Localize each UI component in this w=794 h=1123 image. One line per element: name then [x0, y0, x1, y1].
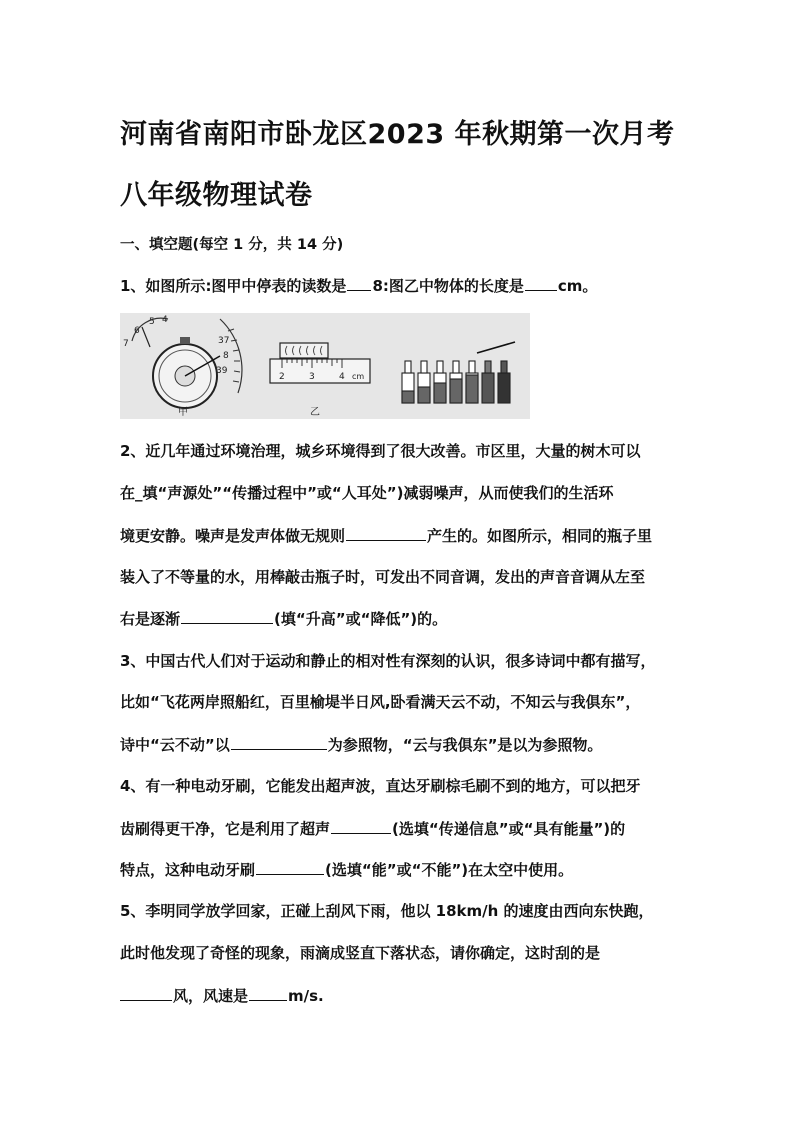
q5-blank-1 — [120, 985, 172, 1001]
q3-blank-1 — [231, 734, 327, 750]
q1-text-a: 1、如图所示:图甲中停表的读数是 — [120, 277, 347, 295]
stopwatch-icon — [123, 315, 242, 408]
q2-blank-1 — [346, 525, 426, 541]
question-2-line-3 — [120, 525, 680, 546]
q4-blank-2 — [256, 859, 324, 875]
q2-text-d: (填“升高”或“降低”)的。 — [274, 610, 448, 628]
q4-text-b: (选填“传递信息”或“具有能量”)的 — [392, 820, 626, 838]
question-4-line-2 — [120, 818, 680, 839]
ruler-number: 4 — [339, 372, 345, 382]
exam-title-line2: 八年级物理试卷 — [120, 180, 313, 211]
ruler-number: 2 — [279, 372, 285, 382]
scale-number: 39 — [216, 366, 228, 376]
question-2-line-1: 2、近几年通过环境治理，城乡环境得到了很大改善。市区里，大量的树木可以 — [120, 442, 641, 460]
q1-text-b: 8:图乙中物体的长度是 — [372, 277, 524, 295]
q4-blank-1 — [331, 818, 391, 834]
question-2-line-2: 在_填“声源处”“传播过程中”或“人耳处”)减弱噪声，从而使我们的生活环 — [120, 484, 614, 502]
q4-text-a: 齿刷得更干净，它是利用了超声 — [120, 820, 331, 838]
q2-blank-2 — [181, 608, 273, 624]
q3-text-a: 诗中“云不动”以 — [120, 736, 230, 754]
q2-text-a: 境更安静。噪声是发声体做无规则 — [120, 527, 346, 545]
question-4-line-1: 4、有一种电动牙刷，它能发出超声波，直达牙刷棕毛刷不到的地方，可以把牙 — [120, 777, 641, 795]
dial-number: 6 — [134, 326, 140, 336]
question-4-line-3 — [120, 859, 680, 880]
bottles-icon — [402, 342, 515, 403]
exam-title-line1: 河南省南阳市卧龙区2023 年秋期第一次月考 — [120, 119, 675, 150]
scale-number: 37 — [218, 336, 230, 346]
question-5-line-1: 5、李明同学放学回家，正碰上刮风下雨，他以 18km/h 的速度由西向东快跑， — [120, 902, 654, 920]
q4-text-c: 特点，这种电动牙刷 — [120, 861, 256, 879]
dial-number: 4 — [162, 315, 168, 325]
figure-label-jia: 甲 — [178, 407, 188, 418]
question-5-line-3 — [120, 985, 680, 1006]
question-2-line-4: 装入了不等量的水，用棒敲击瓶子时，可发出不同音调，发出的声音音调从左至 — [120, 568, 646, 586]
figure-label-yi: 乙 — [310, 407, 320, 418]
scale-number: 8 — [223, 351, 229, 361]
question-5-line-2: 此时他发现了奇怪的现象，雨滴成竖直下落状态，请你确定，这时刮的是 — [120, 944, 601, 962]
q1-blank-2 — [525, 275, 557, 291]
question-3-line-2: 比如“飞花两岸照船红，百里榆堤半日风,卧看满天云不动，不知云与我俱东”， — [120, 693, 641, 711]
q1-text-c: cm。 — [557, 277, 598, 295]
dial-number: 7 — [123, 339, 129, 349]
question-figure — [120, 313, 530, 419]
figure-illustration — [120, 313, 530, 419]
q1-blank-1 — [347, 275, 371, 291]
q3-text-b: 为参照物，“云与我俱东”是以为参照物。 — [327, 736, 603, 754]
dial-number: 5 — [149, 317, 155, 327]
ruler-number: 3 — [309, 372, 315, 382]
question-3-line-1: 3、中国古代人们对于运动和静止的相对性有深刻的认识，很多诗词中都有描写， — [120, 652, 656, 670]
q5-text-b: m/s. — [288, 987, 324, 1005]
q2-text-b: 产生的。如图所示，相同的瓶子里 — [427, 527, 653, 545]
ruler-unit: cm — [352, 372, 365, 381]
ruler-icon — [270, 343, 370, 383]
q5-blank-2 — [249, 985, 287, 1001]
question-2-line-5 — [120, 608, 680, 629]
question-1 — [120, 275, 680, 296]
q2-text-c: 右是逐渐 — [120, 610, 181, 628]
q4-text-d: (选填“能”或“不能”)在太空中使用。 — [325, 861, 574, 879]
question-3-line-3 — [120, 734, 680, 755]
q5-text-a: 风，风速是 — [173, 987, 249, 1005]
section-heading: 一、填空题(每空 1 分，共 14 分) — [120, 237, 344, 253]
